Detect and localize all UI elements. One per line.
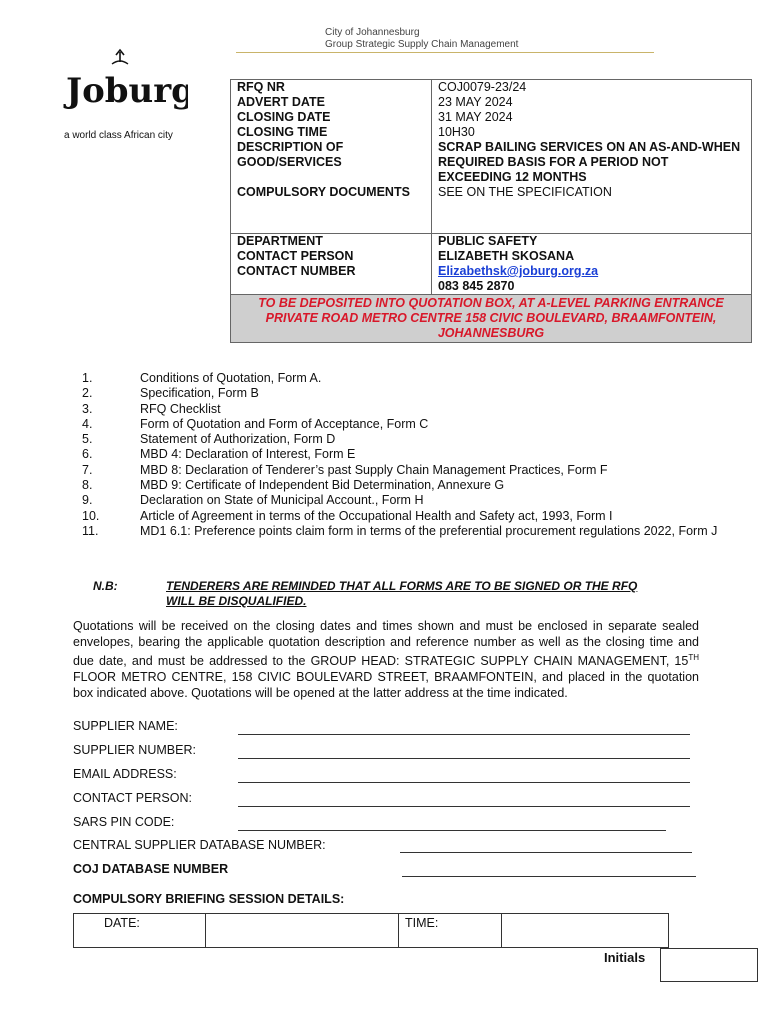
joburg-logo-icon (62, 40, 188, 130)
list-item: 3. RFQ Checklist (82, 401, 221, 416)
compulsory-documents-value: SEE ON THE SPECIFICATION (432, 185, 752, 234)
compulsory-documents-label: COMPULSORY DOCUMENTS (231, 185, 432, 234)
list-item: 7. MBD 8: Declaration of Tenderer’s past Supply Chain Management Practices, Form F (82, 462, 608, 477)
closing-time-label: CLOSING TIME (231, 125, 432, 140)
department-value: PUBLIC SAFETY (432, 234, 752, 250)
description-label: DESCRIPTION OF GOOD/SERVICES (231, 140, 432, 185)
supplier-number-label: SUPPLIER NUMBER: (73, 743, 196, 757)
briefing-title: COMPULSORY BRIEFING SESSION DETAILS: (73, 892, 345, 906)
advert-date-value: 23 MAY 2024 (432, 95, 752, 110)
list-item: 4. Form of Quotation and Form of Acceptance, Form C (82, 416, 429, 431)
supplier-name-label: SUPPLIER NAME: (73, 719, 178, 733)
header-department: Group Strategic Supply Chain Management (325, 39, 519, 50)
description-value: SCRAP BAILING SERVICES ON AN AS-AND-WHEN REQUIRED BASIS FOR A PERIOD NOT EXCEEDING 12 MONTHS (432, 140, 752, 185)
list-item: 2. Specification, Form B (82, 386, 259, 401)
coj-db-label: COJ DATABASE NUMBER (73, 862, 229, 876)
closing-time-value: 10H30 (432, 125, 752, 140)
list-item: 11. MD1 6.1: Preference points claim form in terms of the preferential procurement regulations 2022, Form J (82, 523, 718, 538)
sars-pin-field[interactable] (238, 830, 666, 831)
rfq-nr-label: RFQ NR (231, 80, 432, 96)
supplier-name-field[interactable] (238, 734, 690, 735)
submission-paragraph: Quotations will be received on the closing dates and times shown and must be enclosed in separate sealed envelopes, bearing the applicable quotation description and reference number as well as the closing time and due date, and must be addressed to the GROUP HEAD: STRATEGIC SUPPLY CHAIN MANAGEMENT, 15TH FLOOR METRO CENTRE, 158 CIVIC BOULEVARD STREET, BRAAMFONTEIN, and placed in the quotation box indicated above. Quotations will be opened at the latter address at the time indicated. (73, 619, 699, 700)
nb-label: N.B: (93, 579, 118, 593)
email-address-label: EMAIL ADDRESS: (73, 767, 177, 781)
supplier-number-field[interactable] (238, 758, 690, 759)
closing-date-label: CLOSING DATE (231, 110, 432, 125)
list-item: 9. Declaration on State of Municipal Account., Form H (82, 493, 424, 508)
coj-db-field[interactable] (402, 876, 696, 877)
closing-date-value: 31 MAY 2024 (432, 110, 752, 125)
advert-date-label: ADVERT DATE (231, 95, 432, 110)
list-item: 10. Article of Agreement in terms of the Occupational Health and Safety act, 1993, Form I (82, 508, 613, 523)
contact-person-field-label: CONTACT PERSON: (73, 791, 192, 805)
deposit-notice: TO BE DEPOSITED INTO QUOTATION BOX, AT A-LEVEL PARKING ENTRANCE PRIVATE ROAD METRO CENTRE 158 CIVIC BOULEVARD, BRAAMFONTEIN, JOHANNESBURG (231, 295, 752, 343)
contact-person-value: ELIZABETH SKOSANA (432, 249, 752, 264)
joburg-logo (62, 40, 188, 144)
sars-pin-label: SARS PIN CODE: (73, 815, 175, 829)
required-forms-list (70, 371, 730, 539)
central-db-field[interactable] (400, 852, 692, 853)
contact-number-value: 083 845 2870 (438, 279, 515, 293)
rfq-details-table (230, 79, 752, 343)
briefing-time-label: TIME: (399, 914, 502, 948)
contact-details (432, 264, 752, 295)
contact-email-link[interactable]: Elizabethsk@joburg.org.za (438, 264, 599, 278)
header-city: City of Johannesburg (325, 27, 420, 38)
list-item: 6. MBD 4: Declaration of Interest, Form E (82, 447, 356, 462)
department-label: DEPARTMENT (231, 234, 432, 250)
logo-tagline: a world class African city (64, 130, 173, 141)
nb-notice: TENDERERS ARE REMINDED THAT ALL FORMS ARE TO BE SIGNED OR THE RFQ WILL BE DISQUALIFIED. (166, 579, 638, 608)
initials-label: Initials (604, 950, 646, 965)
header-text (325, 27, 518, 51)
briefing-table (73, 913, 669, 948)
contact-number-label: CONTACT NUMBER (231, 264, 432, 295)
logo-wordmark: Joburg (66, 71, 188, 111)
central-db-label: CENTRAL SUPPLIER DATABASE NUMBER: (73, 838, 326, 852)
briefing-date-label: DATE: (74, 914, 206, 948)
email-address-field[interactable] (238, 782, 690, 783)
initials-box[interactable] (660, 948, 758, 982)
contact-person-field[interactable] (238, 806, 690, 807)
rfq-nr-value: COJ0079-23/24 (432, 80, 752, 96)
list-item: 1. Conditions of Quotation, Form A. (82, 371, 322, 385)
header-rule (236, 52, 654, 53)
list-item: 5. Statement of Authorization, Form D (82, 432, 336, 447)
briefing-date-field[interactable] (206, 914, 399, 948)
contact-person-label: CONTACT PERSON (231, 249, 432, 264)
briefing-time-field[interactable] (502, 914, 669, 948)
list-item: 8. MBD 9: Certificate of Independent Bid Determination, Annexure G (82, 478, 505, 493)
